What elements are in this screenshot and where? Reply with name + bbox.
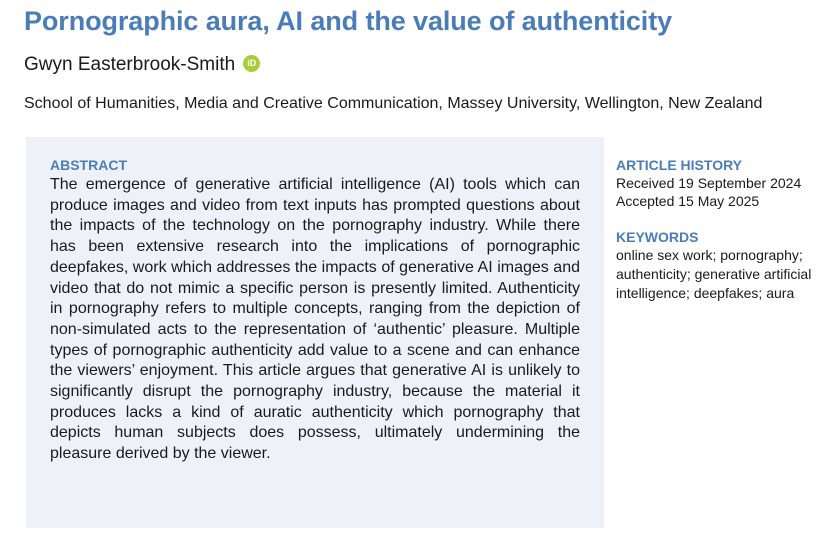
keywords-list: online sex work; pornography; authenticity; generative artificial intelligence; deepfakes; aura [616, 247, 812, 301]
author-name[interactable]: Gwyn Easterbrook-Smith [24, 54, 236, 75]
author-row [24, 54, 260, 76]
article-title: Pornographic aura, AI and the value of authenticity [24, 6, 673, 36]
article-sidebar [616, 156, 831, 303]
article-history-heading: ARTICLE HISTORY [616, 157, 743, 173]
abstract-body: The emergence of generative artificial intelligence (AI) tools which can produce images and video from text inputs has prompted questions about the impacts of the technology on the pornography industry. While there has been extensive research into the implications of pornographic deepfakes, work which addresses the impacts of generative AI images and video that do not mimic a specific person is presently limited. Authenticity in pornography refers to multiple concepts, ranging from the depiction of non-simulated acts to the representation of ‘authentic’ pleasure. Multiple types of pornographic authenticity add value to a scene and can enhance the viewers’ enjoyment. This article argues that generative AI is unlikely to significantly disrupt the pornography industry, because the material it produces lacks a kind of auratic authenticity which pornography that depicts human subjects does possess, ultimately undermining the pleasure derived by the viewer. [50, 176, 580, 463]
author-affiliation: School of Humanities, Media and Creative Communication, Massey University, Wellington, New Zealand [24, 95, 763, 112]
orcid-icon[interactable]: iD [243, 55, 260, 72]
abstract-heading: ABSTRACT [50, 157, 127, 173]
received-date: Received 19 September 2024 [616, 175, 802, 191]
abstract-box [26, 137, 604, 528]
keywords-section [616, 228, 831, 303]
keywords-heading: KEYWORDS [616, 229, 699, 245]
accepted-date: Accepted 15 May 2025 [616, 193, 760, 209]
